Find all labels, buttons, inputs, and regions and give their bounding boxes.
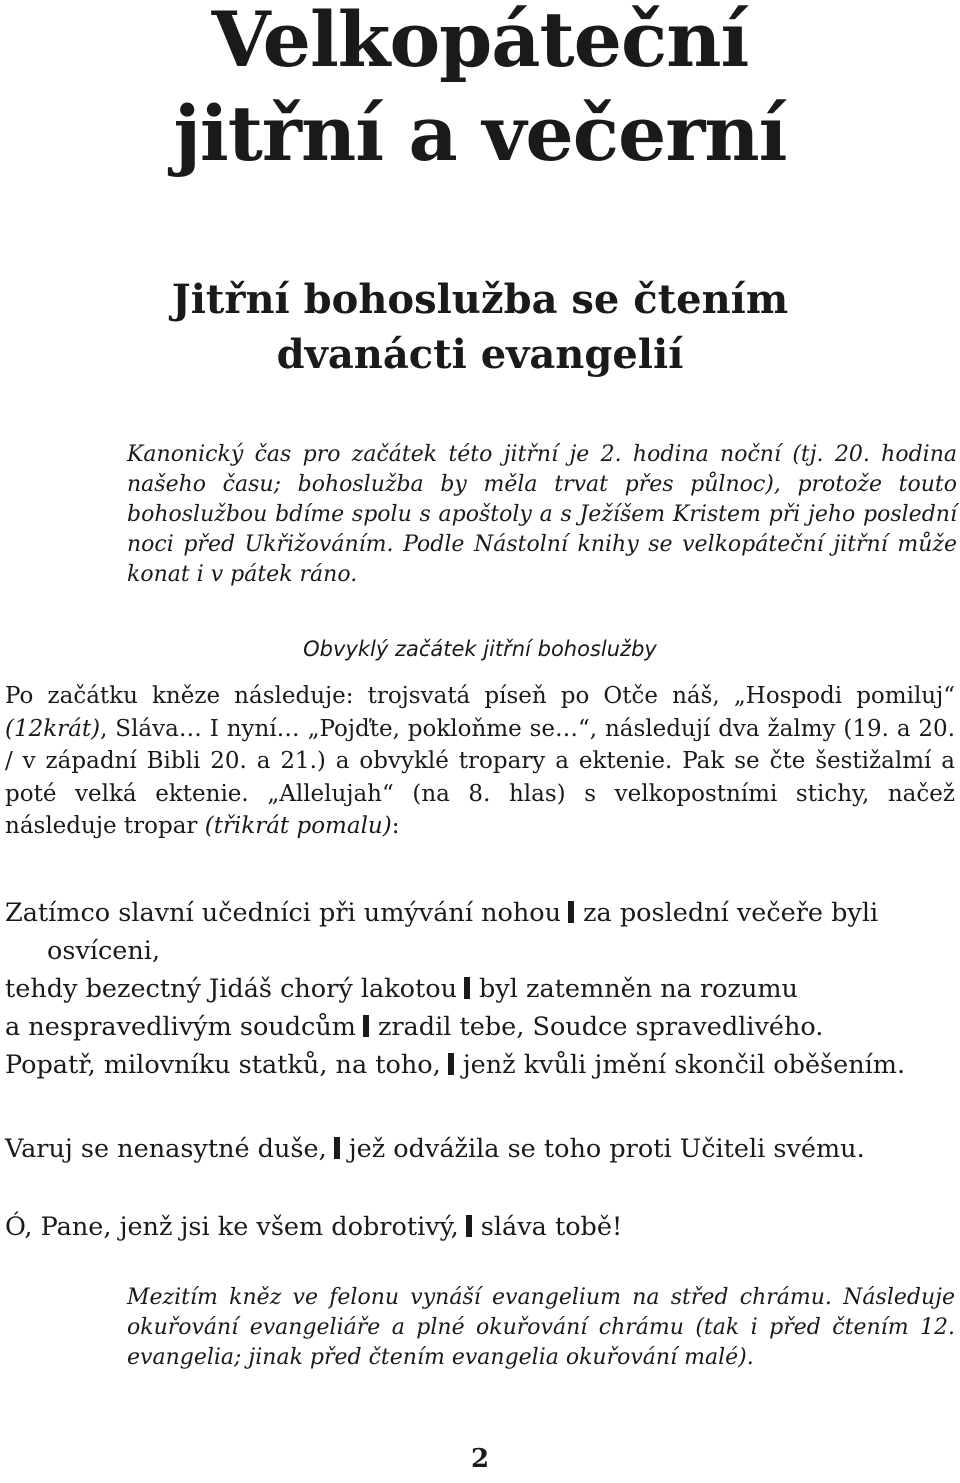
troparion-verse [5,1008,960,1046]
page-title-line-2: jitřní a večerní [173,89,787,178]
verse-separator-mark [363,1015,369,1037]
verse-text-a: Ó, Pane, jenž jsi ke všem dobrotivý, [5,1212,459,1242]
verse-text-b: zradil tebe, Soudce spravedlivého. [377,1012,824,1042]
verse-text-a: tehdy bezectný Jidáš chorý lakotou [5,974,458,1004]
verse-separator-mark [568,901,574,923]
page-title-line-1: Velkopáteční [211,0,749,84]
section-title-line-2: dvanácti evangelií [276,331,684,378]
section-title-line-1: Jitřní bohoslužba se čtením [171,276,789,323]
body-paragraph [5,680,955,843]
verse-separator-mark [448,1053,454,1075]
verse-text-b: byl zatemněn na rozumu [479,974,798,1004]
verse-separator-mark [464,977,470,999]
troparion-verse [5,1208,960,1246]
verse-text-b: sláva tobě! [480,1212,623,1242]
verse-text-b: za poslední večeře byli osvíceni, [47,898,879,966]
verse-separator-mark [466,1215,472,1237]
body-text-2: , Sláva… I nyní… „Pojďte, pokloňme se…“, následují dva žalmy (19. a 20. / v západní Bibli 20. a 21.) a obvyklé tropary a ektenie. Pak se čte šestižalmí a poté velká ektenie. „Allelujah“ (na 8. hlas) s velkopostními stichy, načež následuje tropar [5,715,955,839]
verse-text-a: Popatř, milovníku statků, na toho, [5,1050,441,1080]
verse-text-b: jež odvážila se toho proti Učiteli svému. [348,1134,865,1164]
body-text-3: : [391,813,400,839]
troparion-verse [5,1046,960,1084]
troparion-verse [5,970,960,1008]
troparion-verse [5,894,960,970]
verse-text-a: Zatímco slavní učedníci při umývání nohou [5,898,562,928]
rubric-heading: Obvyklý začátek jitřní bohoslužby [303,637,657,661]
verse-text-a: Varuj se nenasytné duše, [5,1134,327,1164]
body-italic-1: (12krát) [5,715,101,742]
closing-rubric: Mezitím kněz ve felonu vynáší evangelium na střed chrámu. Následuje okuřování evangeliáře a plné okuřování chrámu (tak i před čtením 12. evangelia; jinak před čtením evangelia okuřování malé). [127,1285,955,1370]
page-number: 2 [470,1444,490,1474]
verse-text-b: jenž kvůli jmění skončil oběšením. [462,1050,906,1080]
troparion-verse [5,1130,960,1168]
body-italic-2: (třikrát pomalu) [204,813,392,839]
intro-rubric: Kanonický čas pro začátek této jitřní je 2. hodina noční (tj. 20. hodina našeho času; bohoslužba by měla trvat přes půlnoc), protože touto bohoslužbou bdíme spolu s apoštoly a s Ježíšem Kristem při jeho poslední noci před Ukřižováním. Podle Nástolní knihy se velkopáteční jitřní může konat i v pátek ráno. [127,442,957,587]
body-text-1: Po začátku kněze následuje: trojsvatá píseň po Otče náš, „Hospodi pomiluj“ [5,683,955,709]
verse-text-a: a nespravedlivým soudcům [5,1012,356,1042]
verse-separator-mark [334,1137,340,1159]
